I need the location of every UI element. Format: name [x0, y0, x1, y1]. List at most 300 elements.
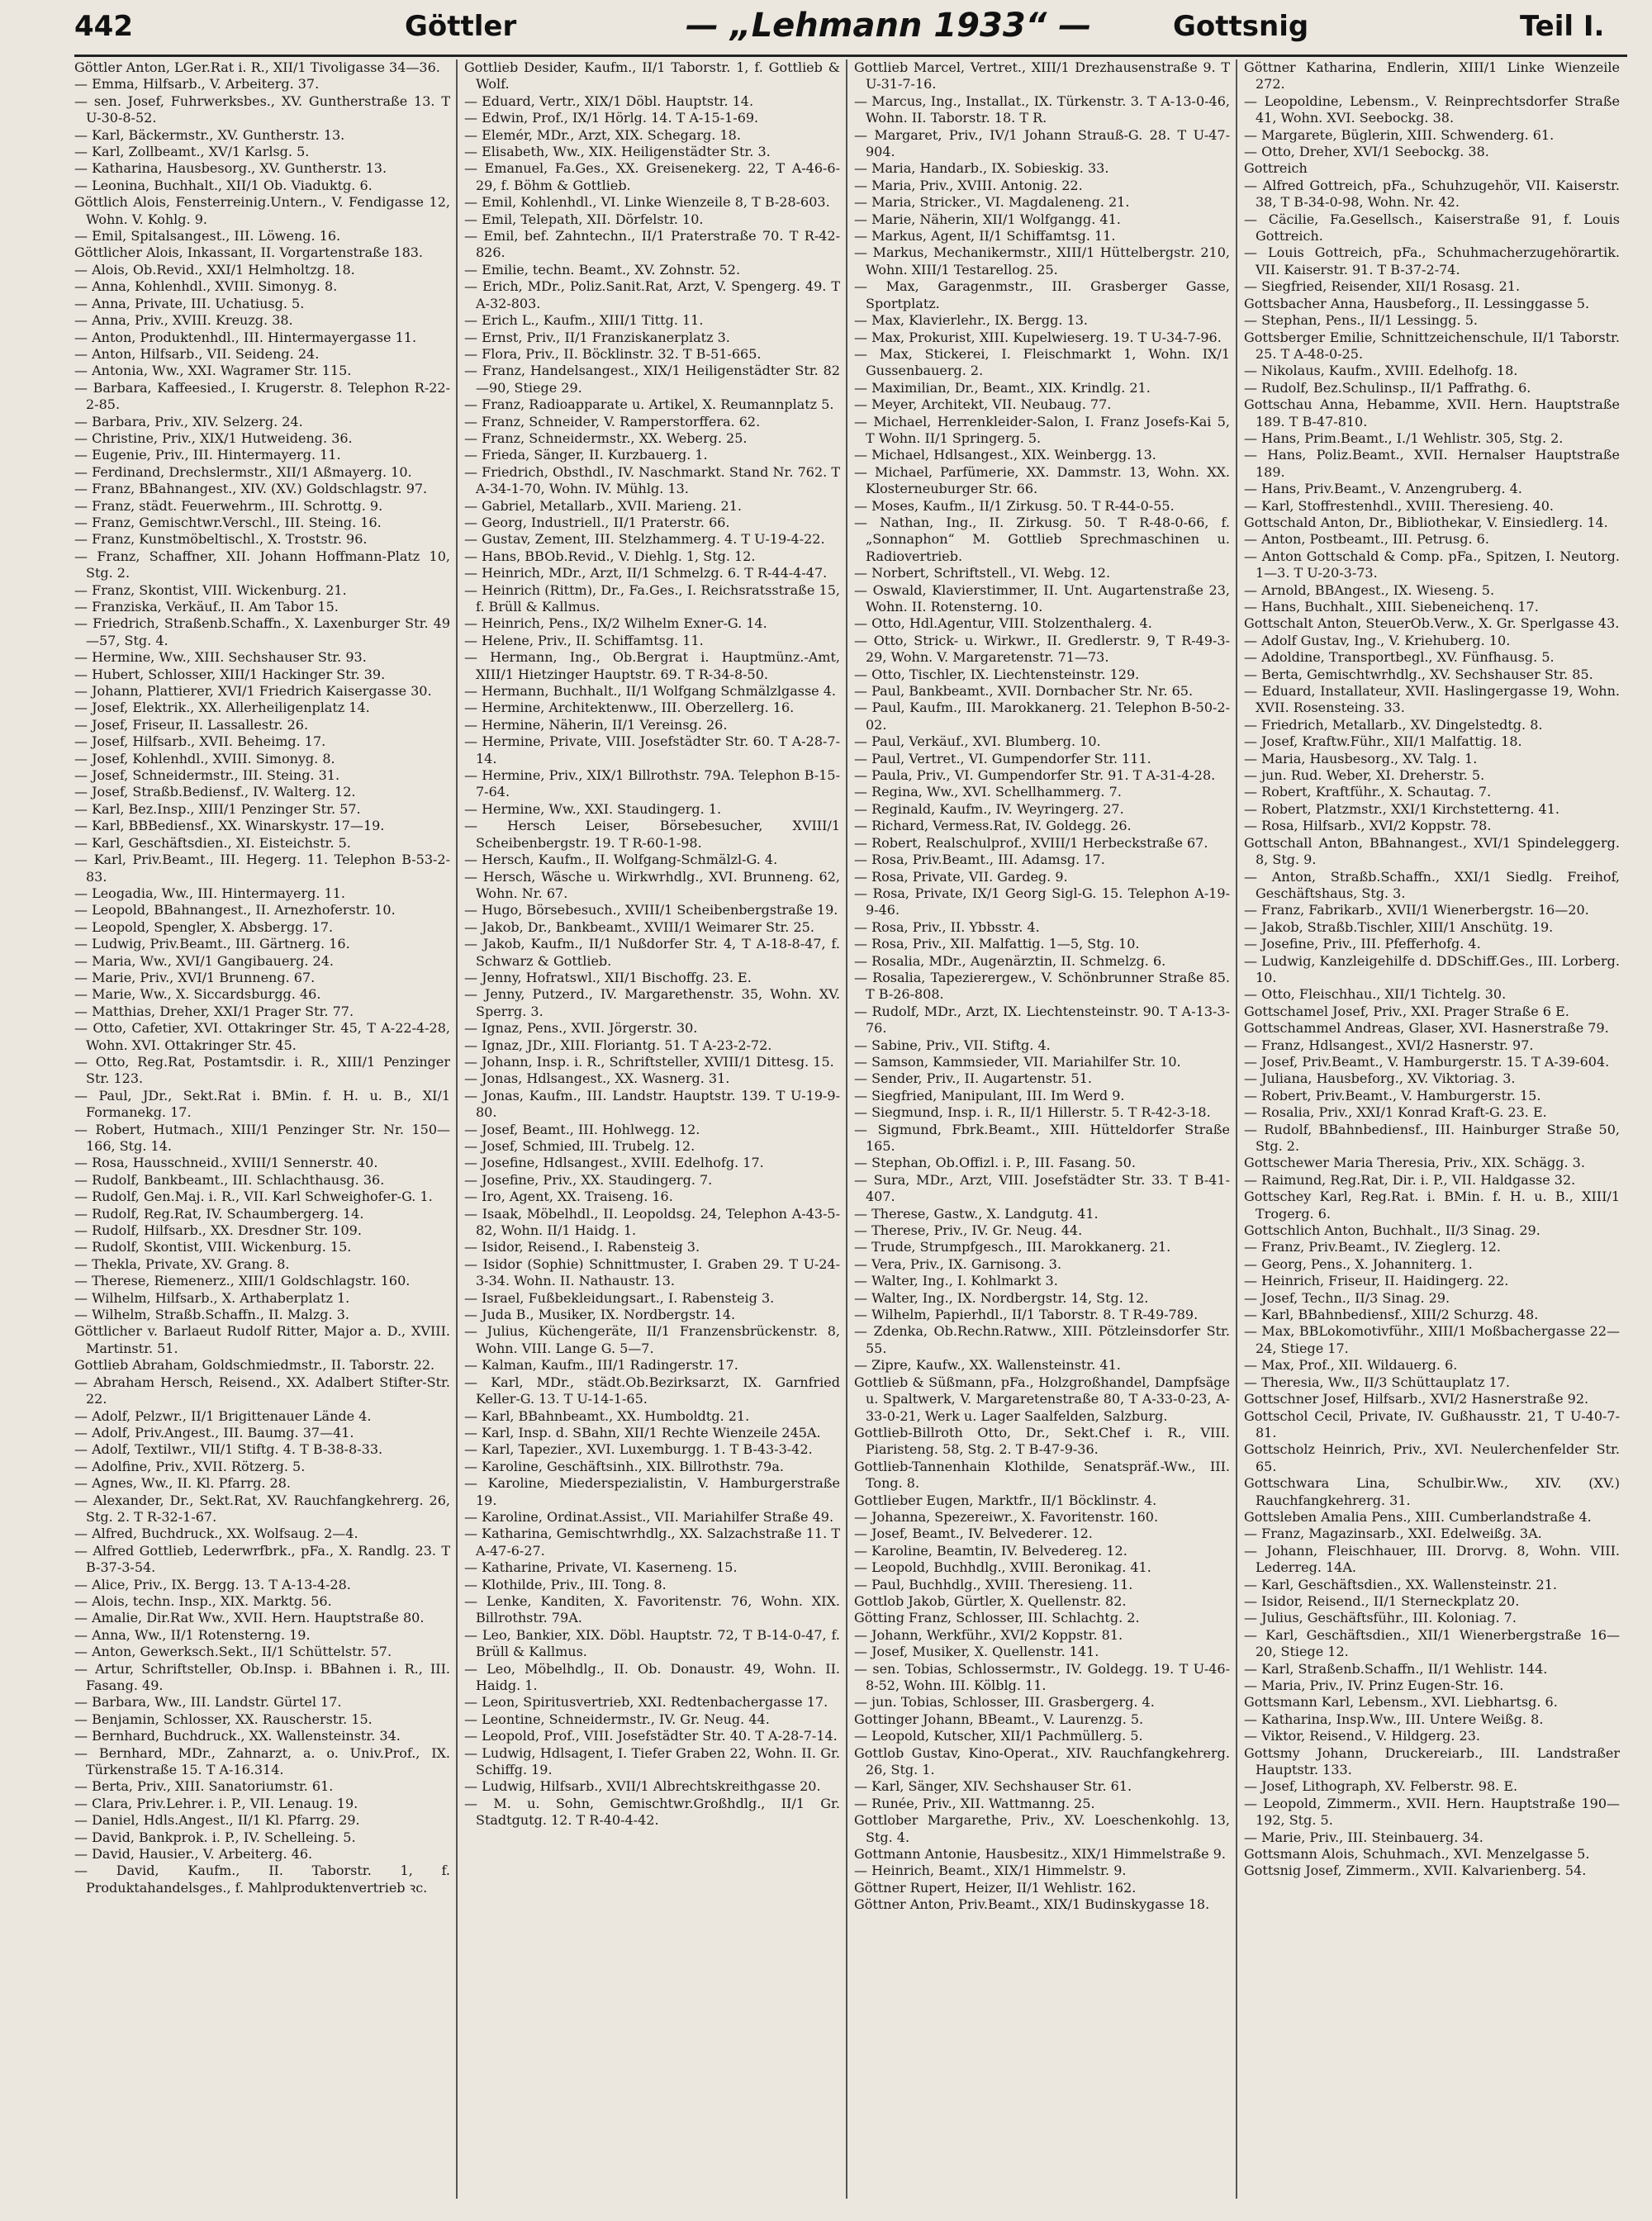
directory-entry: — Maria, Priv., XVIII. Antonig. 22. [854, 177, 1083, 193]
directory-entry: — Max, Stickerei, I. Fleischmarkt 1, Wohn. IX/1 Gussenbauerg. 2. [854, 345, 1230, 379]
directory-entry: — Max, Prof., XII. Wildauerg. 6. [1244, 1357, 1458, 1374]
directory-entry: — jun. Tobias, Schlosser, III. Grasbergerg. 4. [854, 1694, 1155, 1711]
directory-entry: — Franz, Priv.Beamt., IV. Zieglerg. 12. [1244, 1239, 1501, 1255]
directory-entry: — Heinrich (Rittm), Dr., Fa.Ges., I. Reichsratsstraße 15, f. Brüll & Kallmus. [464, 581, 840, 615]
directory-entry: — Agnes, Ww., II. Kl. Pfarrg. 28. [74, 1475, 291, 1492]
directory-entry: — Robert, Kraftführ., X. Schautag. 7. [1244, 784, 1492, 800]
directory-entry: Gottschol Cecil, Private, IV. Gußhausstr. 21, T U-40-7-81. [1244, 1407, 1620, 1440]
directory-entry: — Karl, Straßenb.Schaffn., II/1 Wehlistr. 144. [1244, 1660, 1548, 1677]
directory-entry: — Karl, Bez.Insp., XIII/1 Penzinger Str. 57. [74, 800, 361, 817]
directory-entry: — Gustav, Zement, III. Stelzhammerg. 4. T U-19-4-22. [464, 531, 825, 548]
directory-entry: — Margaret, Priv., IV/1 Johann Strauß-G. 28. T U-47-904. [854, 126, 1230, 160]
directory-entry: Gottschlich Anton, Buchhalt., II/3 Sinag. 29. [1244, 1222, 1540, 1239]
directory-entry: — Alexander, Dr., Sekt.Rat, XV. Rauchfangkehrerg. 26, Stg. 2. T R-32-1-67. [74, 1492, 450, 1525]
left-running-head: Göttler [405, 10, 517, 43]
directory-entry: — Josef, Kraftw.Führ., XII/1 Malfattig. 18. [1244, 733, 1522, 750]
directory-entry: — Theresia, Ww., II/3 Schüttauplatz 17. [1244, 1374, 1511, 1390]
directory-entry: — Leogadia, Ww., III. Hintermayerg. 11. [74, 885, 345, 901]
directory-entry: — Therese, Priv., IV. Gr. Neug. 44. [854, 1222, 1083, 1239]
directory-entry: — Hugo, Börsebesuch., XVIII/1 Scheibenbergstraße 19. [464, 902, 838, 918]
directory-entry: — Leopoldine, Lebensm., V. Reinprechtsdorfer Straße 41, Wohn. XVI. Seebockg. 38. [1244, 93, 1620, 126]
directory-entry: — Sura, MDr., Arzt, VIII. Josefstädter Str. 33. T B-41-407. [854, 1171, 1230, 1205]
directory-entry: — Anton, Gewerksch.Sekt., II/1 Schüttelstr. 57. [74, 1644, 392, 1660]
directory-entry: — Karl, Zollbeamt., XV/1 Karlsg. 5. [74, 144, 310, 160]
directory-entry: — Daniel, Hdls.Angest., II/1 Kl. Pfarrg. 29. [74, 1812, 360, 1829]
directory-entry: — Rudolf, BBahnbediensf., III. Hainburger Straße 50, Stg. 2. [1244, 1121, 1620, 1154]
directory-entry: — Josef, Schmied, III. Trubelg. 12. [464, 1138, 695, 1154]
directory-entry: — Otto, Reg.Rat, Postamtsdir. i. R., XIII/1 Penzinger Str. 123. [74, 1053, 450, 1087]
directory-entry: — Arnold, BBAngest., IX. Wieseng. 5. [1244, 581, 1495, 598]
directory-entry: — sen. Tobias, Schlossermstr., IV. Goldegg. 19. T U-46-8-52, Wohn. III. Kölblg. 11. [854, 1660, 1230, 1693]
directory-entry: — Sigmund, Fbrk.Beamt., XIII. Hütteldorfer Straße 165. [854, 1121, 1230, 1154]
directory-entry: — Rosalia, Tapezierergew., V. Schönbrunner Straße 85. T B-26-808. [854, 969, 1230, 1003]
directory-entry: — Franz, Gemischtwr.Verschl., III. Steing. 16. [74, 514, 382, 530]
directory-entry: Gottschau Anna, Hebamme, XVII. Hern. Hauptstraße 189. T B-47-810. [1244, 396, 1620, 429]
directory-entry: — David, Bankprok. i. P., IV. Schelleing. 5. [74, 1829, 356, 1845]
directory-entry: Gottschey Karl, Reg.Rat. i. BMin. f. H. u. B., XIII/1 Trogerg. 6. [1244, 1189, 1620, 1222]
directory-entry: — Wilhelm, Hilfsarb., X. Arthaberplatz 1. [74, 1289, 350, 1306]
directory-entry: Gottsnig Josef, Zimmerm., XVII. Kalvarienberg. 54. [1244, 1863, 1587, 1879]
directory-entry: — Karl, Tapezier., XVI. Luxemburgg. 1. T B-43-3-42. [464, 1441, 813, 1458]
directory-entry: — Hans, Priv.Beamt., V. Anzengruberg. 4. [1244, 481, 1522, 497]
directory-entry: — Stephan, Ob.Offizl. i. P., III. Fasang. 50. [854, 1155, 1136, 1171]
directory-entry: Gottschner Josef, Hilfsarb., XVI/2 Hasnerstraße 92. [1244, 1391, 1589, 1407]
directory-entry: — Hermann, Ing., Ob.Bergrat i. Hauptmünz.-Amt, XIII/1 Hietzinger Hauptstr. 69. T R-34-8-50. [464, 649, 840, 682]
directory-entry: — Maximilian, Dr., Beamt., XIX. Krindlg. 21. [854, 379, 1151, 396]
directory-entry: — Robert, Platzmstr., XXI/1 Kirchstetterng. 41. [1244, 800, 1559, 817]
directory-entry: Gottlieb-Billroth Otto, Dr., Sekt.Chef i. R., VIII. Piaristeng. 58, Stg. 2. T B-47-9-36. [854, 1424, 1230, 1458]
directory-entry: — Franz, BBahnangest., XIV. (XV.) Goldschlagstr. 97. [74, 481, 428, 497]
directory-entry: — Hermine, Ww., XXI. Staudingerg. 1. [464, 800, 722, 817]
directory-entry: — Julius, Küchengeräte, II/1 Franzensbrückenstr. 8, Wohn. VIII. Lange G. 5—7. [464, 1323, 840, 1356]
directory-entry: — Josefine, Priv., III. Pfefferhofg. 4. [1244, 936, 1481, 952]
directory-entry: — Otto, Dreher, XVI/1 Seebockg. 38. [1244, 144, 1489, 160]
directory-entry: — sen. Josef, Fuhrwerksbes., XV. Guntherstraße 13. T U-30-8-52. [74, 93, 450, 126]
directory-entry: — Ignaz, Pens., XVII. Jörgerstr. 30. [464, 1020, 698, 1037]
directory-entry: Gottscholz Heinrich, Priv., XVI. Neulerchenfelder Str. 65. [1244, 1441, 1620, 1474]
directory-entry: — Otto, Cafetier, XVI. Ottakringer Str. 45, T A-22-4-28, Wohn. XVI. Ottakringer Str. 45. [74, 1020, 450, 1053]
directory-entry: — Karl, Bäckermstr., XV. Guntherstr. 13. [74, 126, 345, 143]
directory-entry: — Adolf, Priv.Angest., III. Baumg. 37—41. [74, 1424, 354, 1440]
directory-entry: — Alfred, Buchdruck., XX. Wolfsaug. 2—4. [74, 1526, 358, 1542]
directory-entry: — Marie, Ww., X. Siccardsburgg. 46. [74, 986, 321, 1003]
directory-entry: Göttner Rupert, Heizer, II/1 Wehlistr. 162. [854, 1879, 1137, 1896]
directory-entry: — Franz, Schaffner, XII. Johann Hoffmann-Platz 10, Stg. 2. [74, 548, 450, 581]
directory-entry: — Rudolf, Hilfsarb., XX. Dresdner Str. 109. [74, 1222, 362, 1239]
directory-entry: — Leo, Bankier, XIX. Döbl. Hauptstr. 72, T B-14-0-47, f. Brüll & Kallmus. [464, 1626, 840, 1660]
directory-entry: — Amalie, Dir.Rat Ww., XVII. Hern. Hauptstraße 80. [74, 1610, 425, 1626]
directory-entry: — Alfred Gottlieb, Lederwrfbrk., pFa., X. Randlg. 23. T B-37-3-54. [74, 1542, 450, 1576]
directory-entry: — Elemér, MDr., Arzt, XIX. Schegarg. 18. [464, 126, 741, 143]
directory-entry: — Eduard, Vertr., XIX/1 Döbl. Hauptstr. 14. [464, 93, 754, 109]
directory-entry: — Hans, Prim.Beamt., I./1 Wehlistr. 305, Stg. 2. [1244, 429, 1564, 446]
directory-entry: — Jakob, Dr., Bankbeamt., XVIII/1 Weimarer Str. 25. [464, 918, 814, 935]
directory-entry: — Hermine, Näherin, II/1 Vereinsg. 26. [464, 716, 728, 733]
directory-entry: — Barbara, Priv., XIV. Selzerg. 24. [74, 413, 303, 429]
directory-entry: — Johanna, Spezereiwr., X. Favoritenstr. 160. [854, 1508, 1159, 1525]
directory-entry: — Hermine, Priv., XIX/1 Billrothstr. 79A. Telephon B-15-7-64. [464, 767, 840, 800]
directory-entry: — Rosa, Priv.Beamt., III. Adamsg. 17. [854, 852, 1105, 868]
directory-entry: — Adolf, Pelzwr., II/1 Brigittenauer Lände 4. [74, 1407, 372, 1424]
directory-entry: Gottinger Johann, BBeamt., V. Laurenzg. 5. [854, 1711, 1144, 1727]
column-divider [1236, 59, 1237, 2199]
directory-entry: — Alfred Gottreich, pFa., Schuhzugehör, VII. Kaiserstr. 38, T B-34-0-98, Wohn. Nr. 42. [1244, 177, 1620, 211]
page-number: 442 [74, 10, 133, 43]
directory-entry: — Margarete, Büglerin, XIII. Schwenderg. 61. [1244, 126, 1555, 143]
directory-entry: — Juda B., Musiker, IX. Nordbergstr. 14. [464, 1307, 736, 1323]
directory-entry: — Walter, Ing., I. Kohlmarkt 3. [854, 1273, 1058, 1289]
directory-entry: — Markus, Mechanikermstr., XIII/1 Hüttelbergstr. 210, Wohn. XIII/1 Testarellog. 25. [854, 244, 1230, 278]
directory-entry: — David, Kaufm., II. Taborstr. 1, f. Produktahandelsges., f. Mahlproduktenvertrieb ꝛc. [74, 1863, 450, 1896]
directory-entry: — Therese, Gastw., X. Landgutg. 41. [854, 1205, 1099, 1222]
directory-entry: — Heinrich, Pens., IX/2 Wilhelm Exner-G. 14. [464, 615, 767, 632]
directory-entry: — Hubert, Schlosser, XIII/1 Hackinger Str. 39. [74, 666, 386, 682]
directory-entry: — Erich L., Kaufm., XIII/1 Tittg. 11. [464, 312, 704, 329]
directory-entry: — Siegfried, Manipulant, III. Im Werd 9. [854, 1087, 1125, 1103]
directory-entry: — Josef, Straßb.Bediensf., IV. Walterg. 12. [74, 784, 356, 800]
directory-entry: — Franz, städt. Feuerwehrm., III. Schrottg. 9. [74, 497, 383, 514]
directory-entry: — Moses, Kaufm., II/1 Zirkusg. 50. T R-44-0-55. [854, 497, 1175, 514]
directory-entry: — Johann, Plattierer, XVI/1 Friedrich Kaisergasse 30. [74, 683, 432, 700]
directory-entry: — Ludwig, Hdlsagent, I. Tiefer Graben 22, Wohn. II. Gr. Schiffg. 19. [464, 1744, 840, 1778]
directory-entry: — Trude, Strumpfgesch., III. Marokkanerg. 21. [854, 1239, 1171, 1255]
directory-entry: — Hermine, Architektenww., III. Oberzellerg. 16. [464, 700, 795, 716]
directory-entry: — Elisabeth, Ww., XIX. Heiligenstädter Str. 3. [464, 144, 771, 160]
directory-entry: — Karl, Geschäftsdien., XI. Eisteichstr. 5. [74, 834, 351, 851]
directory-entry: — Stephan, Pens., II/1 Lessingg. 5. [1244, 312, 1478, 329]
directory-entry: — Johann, Werkführ., XVI/2 Koppstr. 81. [854, 1626, 1123, 1643]
directory-entry: Gottlob Jakob, Gürtler, X. Quellenstr. 82. [854, 1592, 1127, 1609]
directory-entry: — Friedrich, Straßenb.Schaffn., X. Laxenburger Str. 49—57, Stg. 4. [74, 615, 450, 648]
directory-entry: — Bernhard, MDr., Zahnarzt, a. o. Univ.Prof., IX. Türkenstraße 15. T A-16.314. [74, 1744, 450, 1778]
directory-entry: — Karl, Priv.Beamt., III. Hegerg. 11. Telephon B-53-2-83. [74, 852, 450, 885]
directory-entry: — Karl, Sänger, XIV. Sechshauser Str. 61. [854, 1778, 1132, 1795]
directory-entry: — Nikolaus, Kaufm., XVIII. Edelhofg. 18. [1244, 363, 1518, 379]
directory-entry: — Katharine, Private, VI. Kaserneng. 15. [464, 1559, 738, 1576]
directory-entry: — Otto, Fleischhau., XII/1 Tichtelg. 30. [1244, 986, 1507, 1003]
directory-entry: — Jakob, Kaufm., II/1 Nußdorfer Str. 4, T A-18-8-47, f. Schwarz & Gottlieb. [464, 936, 840, 969]
directory-entry: — Berta, Gemischtwrhdlg., XV. Sechshauser Str. 85. [1244, 666, 1593, 682]
directory-entry: — Rosa, Priv., II. Ybbsstr. 4. [854, 918, 1040, 935]
directory-entry: — Emma, Hilfsarb., V. Arbeiterg. 37. [74, 76, 320, 93]
directory-entry: — Zdenka, Ob.Rechn.Ratww., XIII. Pötzleinsdorfer Str. 55. [854, 1323, 1230, 1356]
directory-entry: — Franziska, Verkäuf., II. Am Tabor 15. [74, 599, 339, 615]
directory-entry: — Hans, Poliz.Beamt., XVII. Hernalser Hauptstraße 189. [1244, 447, 1620, 480]
directory-entry: — Eduard, Installateur, XVII. Haslingergasse 19, Wohn. XVII. Rosensteing. 33. [1244, 683, 1620, 716]
directory-entry: Gottreich [1244, 160, 1308, 177]
directory-entry: — Paul, Kaufm., III. Marokkanerg. 21. Telephon B-50-2-02. [854, 700, 1230, 733]
directory-entry: — Rosa, Hausschneid., XVIII/1 Sennerstr. 40. [74, 1155, 378, 1171]
directory-entry: — Erich, MDr., Poliz.Sanit.Rat, Arzt, V. Spengerg. 49. T A-32-803. [464, 278, 840, 311]
directory-column-4 [1244, 59, 1620, 2207]
directory-entry: — Johann, Insp. i. R., Schriftsteller, XVIII/1 Dittesg. 15. [464, 1053, 834, 1070]
directory-entry: Gottsbacher Anna, Hausbeforg., II. Lessinggasse 5. [1244, 295, 1590, 311]
directory-entry: Gottlieb Abraham, Goldschmiedmstr., II. Taborstr. 22. [74, 1357, 435, 1374]
page-header [74, 5, 1627, 53]
directory-entry: — Julius, Geschäftsführ., III. Koloniag. 7. [1244, 1610, 1517, 1626]
directory-entry: Gottlieb Desider, Kaufm., II/1 Taborstr. 1, f. Gottlieb & Wolf. [464, 59, 840, 93]
directory-entry: Gottschewer Maria Theresia, Priv., XIX. Schägg. 3. [1244, 1155, 1585, 1171]
directory-entry: — Alois, techn. Insp., XIX. Marktg. 56. [74, 1592, 332, 1609]
directory-entry: — Antonia, Ww., XXI. Wagramer Str. 115. [74, 363, 352, 379]
directory-entry: — Raimund, Reg.Rat, Dir. i. P., VII. Haldgasse 32. [1244, 1171, 1576, 1188]
directory-entry: — Franz, Hdlsangest., XVI/2 Hasnerstr. 97. [1244, 1037, 1534, 1053]
directory-entry: — M. u. Sohn, Gemischtwr.Großhdlg., II/1 Gr. Stadtgutg. 12. T R-40-4-42. [464, 1795, 840, 1829]
directory-entry: — Karoline, Geschäftsinh., XIX. Billrothstr. 79a. [464, 1458, 784, 1474]
directory-entry: — Jonas, Hdlsangest., XX. Wasnerg. 31. [464, 1070, 730, 1087]
directory-entry: — Rudolf, Bankbeamt., III. Schlachthausg. 36. [74, 1171, 385, 1188]
directory-entry: — Heinrich, Friseur, II. Haidingerg. 22. [1244, 1273, 1509, 1289]
directory-entry: — David, Hausier., V. Arbeiterg. 46. [74, 1846, 313, 1863]
directory-entry: — Rosa, Hilfsarb., XVI/2 Koppstr. 78. [1244, 818, 1492, 834]
directory-entry: — Josef, Techn., II/3 Sinag. 29. [1244, 1289, 1450, 1306]
directory-column-1 [74, 59, 450, 2207]
directory-entry: — Clara, Priv.Lehrer. i. P., VII. Lenaug. 19. [74, 1795, 358, 1811]
directory-entry: — Hermine, Ww., XIII. Sechshauser Str. 93. [74, 649, 367, 666]
directory-entry: — Meyer, Architekt, VII. Neubaug. 77. [854, 396, 1112, 413]
directory-entry: — Emil, bef. Zahntechn., II/1 Praterstraße 70. T R-42-826. [464, 228, 840, 261]
directory-entry: — Leopold, BBahnangest., II. Arnezhoferstr. 10. [74, 902, 396, 918]
directory-entry: — Josef, Elektrik., XX. Allerheiligenplatz 14. [74, 700, 370, 716]
directory-entry: — Emil, Telepath, XII. Dörfelstr. 10. [464, 211, 704, 227]
directory-entry: — Reginald, Kaufm., IV. Weyringerg. 27. [854, 800, 1124, 817]
directory-entry: — Juliana, Hausbeforg., XV. Viktoriag. 3. [1244, 1070, 1516, 1087]
directory-entry: — Josefine, Hdlsangest., XVIII. Edelhofg. 17. [464, 1155, 764, 1171]
directory-entry: — Israel, Fußbekleidungsart., I. Rabensteig 3. [464, 1289, 775, 1306]
directory-entry: — Markus, Agent, II/1 Schiffamtsg. 11. [854, 228, 1116, 244]
directory-entry: — Maria, Priv., IV. Prinz Eugen-Str. 16. [1244, 1678, 1504, 1693]
directory-entry: — jun. Rud. Weber, XI. Dreherstr. 5. [1244, 767, 1485, 784]
publication-title: — „Lehmann 1933“ — [686, 7, 1092, 45]
directory-entry: — Franz, Schneidermstr., XX. Weberg. 25. [464, 429, 748, 446]
directory-entry: — Paula, Priv., VI. Gumpendorfer Str. 91. T A-31-4-28. [854, 767, 1216, 784]
directory-entry: — Adolf, Textilwr., VII/1 Stiftg. 4. T B-38-8-33. [74, 1441, 383, 1458]
directory-entry: — Anton, Postbeamt., III. Petrusg. 6. [1244, 531, 1489, 548]
directory-entry: — Michael, Hdlsangest., XIX. Weinbergg. 13. [854, 447, 1156, 463]
directory-entry: — Karl, MDr., städt.Ob.Bezirksarzt, IX. Garnfried Keller-G. 13. T U-14-1-65. [464, 1374, 840, 1407]
directory-entry: — Franz, Skontist, VIII. Wickenburg. 21. [74, 581, 347, 598]
directory-entry: — Emil, Kohlenhdl., VI. Linke Wienzeile 8, T B-28-603. [464, 194, 830, 211]
directory-entry: — Jenny, Hofratswl., XII/1 Bischoffg. 23. E. [464, 969, 752, 985]
directory-entry: — Max, Garagenmstr., III. Grasberger Gasse, Sportplatz. [854, 278, 1230, 311]
directory-entry: — Otto, Tischler, IX. Liechtensteinstr. 129. [854, 666, 1140, 682]
right-running-head: Gottsnig [1173, 10, 1309, 43]
directory-entry: — Ludwig, Hilfsarb., XVII/1 Albrechtskreithgasse 20. [464, 1778, 821, 1795]
directory-entry: — Viktor, Reisend., V. Hildgerg. 23. [1244, 1728, 1480, 1744]
directory-entry: — Vera, Priv., IX. Garnisong. 3. [854, 1255, 1062, 1272]
directory-entry: — Kalman, Kaufm., III/1 Radingerstr. 17. [464, 1357, 738, 1374]
directory-entry: — Emilie, techn. Beamt., XV. Zohnstr. 52. [464, 261, 741, 278]
directory-entry: Gottlob Gustav, Kino-Operat., XIV. Rauchfangkehrerg. 26, Stg. 1. [854, 1744, 1230, 1778]
column-divider [456, 59, 458, 2199]
directory-entry: — Josef, Hilfsarb., XVII. Beheimg. 17. [74, 733, 326, 750]
directory-entry: — Hersch, Wäsche u. Wirkwrhdlg., XVI. Brunneng. 62, Wohn. Nr. 67. [464, 868, 840, 901]
directory-entry: — Rosa, Priv., XII. Malfattig. 1—5, Stg. 10. [854, 936, 1140, 952]
directory-entry: — Hans, BBOb.Revid., V. Diehlg. 1, Stg. 12. [464, 548, 756, 564]
directory-entry: Gottsmann Karl, Lebensm., XVI. Liebhartsg. 6. [1244, 1694, 1558, 1711]
directory-entry: — Heinrich, Beamt., XIX/1 Himmelstr. 9. [854, 1863, 1127, 1879]
directory-entry: — Helene, Priv., II. Schiffamtsg. 11. [464, 632, 704, 648]
directory-entry: — Bernhard, Buchdruck., XX. Wallensteinstr. 34. [74, 1728, 401, 1744]
directory-entry: — Leon, Spiritusvertrieb, XXI. Redtenbachergasse 17. [464, 1694, 828, 1711]
directory-entry: — Zipre, Kaufw., XX. Wallensteinstr. 41. [854, 1357, 1121, 1374]
directory-entry: — Rosa, Private, VII. Gardeg. 9. [854, 868, 1068, 885]
directory-entry: Gottsberger Emilie, Schnittzeichenschule, II/1 Taborstr. 25. T A-48-0-25. [1244, 329, 1620, 362]
directory-entry: — Franz, Kunstmöbeltischl., X. Troststr. 96. [74, 531, 368, 548]
directory-entry: — Franz, Fabrikarb., XVII/1 Wienerbergstr. 16—20. [1244, 902, 1589, 918]
directory-entry: — Richard, Vermess.Rat, IV. Goldegg. 26. [854, 818, 1132, 834]
directory-entry: — Anton, Hilfsarb., VII. Seideng. 24. [74, 345, 320, 362]
directory-entry: Gottschall Anton, BBahnangest., XVI/1 Spindeleggerg. 8, Stg. 9. [1244, 834, 1620, 868]
directory-entry: Gottsmy Johann, Druckereiarb., III. Landstraßer Hauptstr. 133. [1244, 1744, 1620, 1778]
directory-entry: Göttlicher v. Barlaeut Rudolf Ritter, Major a. D., XVIII. Martinstr. 51. [74, 1323, 450, 1356]
directory-column-3 [854, 59, 1230, 2207]
directory-entry: — Otto, Hdl.Agentur, VIII. Stolzenthalerg. 4. [854, 615, 1152, 632]
directory-entry: — Hans, Buchhalt., XIII. Siebeneichenq. 17. [1244, 599, 1539, 615]
directory-entry: — Berta, Priv., XIII. Sanatoriumstr. 61. [74, 1778, 334, 1795]
directory-entry: — Gabriel, Metallarb., XVII. Marieng. 21. [464, 497, 742, 514]
directory-entry: — Hermine, Private, VIII. Josefstädter Str. 60. T A-28-7-14. [464, 733, 840, 766]
directory-entry: — Rosalia, MDr., Augenärztin, II. Schmelzg. 6. [854, 952, 1166, 969]
directory-entry: — Franz, Magazinsarb., XXI. Edelweißg. 3A. [1244, 1526, 1542, 1542]
directory-entry: — Anna, Kohlenhdl., XVIII. Simonyg. 8. [74, 278, 338, 295]
directory-entry: — Samson, Kammsieder, VII. Mariahilfer Str. 10. [854, 1053, 1181, 1070]
directory-entry: — Rosa, Private, IX/1 Georg Sigl-G. 15. Telephon A-19-9-46. [854, 885, 1230, 918]
directory-entry: Gottschamel Josef, Priv., XXI. Prager Straße 6 E. [1244, 1003, 1569, 1019]
directory-entry: — Friedrich, Obsthdl., IV. Naschmarkt. Stand Nr. 762. T A-34-1-70, Wohn. IV. Mühlg. 13. [464, 463, 840, 497]
directory-entry: — Leopold, Zimmerm., XVII. Hern. Hauptstraße 190—192, Stg. 5. [1244, 1795, 1620, 1829]
directory-entry: — Ludwig, Priv.Beamt., III. Gärtnerg. 16. [74, 936, 350, 952]
directory-entry: — Alois, Ob.Revid., XXI/1 Helmholtzg. 18. [74, 261, 355, 278]
directory-entry: — Jenny, Putzerd., IV. Margarethenstr. 35, Wohn. XV. Sperrg. 3. [464, 986, 840, 1019]
directory-entry: — Max, Klavierlehr., IX. Bergg. 13. [854, 312, 1088, 329]
directory-entry: — Jakob, Straßb.Tischler, XIII/1 Anschütg. 19. [1244, 918, 1554, 935]
directory-entry: — Karl, Geschäftsdien., XII/1 Wienerbergstraße 16—20, Stiege 12. [1244, 1626, 1620, 1660]
directory-entry: Gottsleben Amalia Pens., XIII. Cumberlandstraße 4. [1244, 1508, 1592, 1525]
directory-entry: — Regina, Ww., XVI. Schellhammerg. 7. [854, 784, 1122, 800]
directory-entry: — Franz, Radioapparate u. Artikel, X. Reumannplatz 5. [464, 396, 834, 413]
directory-column-2 [464, 59, 840, 2207]
directory-entry: — Rudolf, MDr., Arzt, IX. Liechtensteinstr. 90. T A-13-3-76. [854, 1003, 1230, 1037]
directory-entry: — Karl, BBahnbediensf., XIII/2 Schurzg. 48. [1244, 1307, 1539, 1323]
directory-entry: Gottlieb Marcel, Vertret., XIII/1 Drezhausenstraße 9. T U-31-7-16. [854, 59, 1230, 93]
directory-entry: — Robert, Hutmach., XIII/1 Penzinger Str. Nr. 150—166, Stg. 14. [74, 1121, 450, 1154]
directory-entry: — Maria, Ww., XVI/1 Gangibauerg. 24. [74, 952, 334, 969]
directory-entry: — Paul, Bankbeamt., XVII. Dornbacher Str. Nr. 65. [854, 683, 1194, 700]
directory-entry: — Hermann, Buchhalt., II/1 Wolfgang Schmälzlgasse 4. [464, 683, 836, 700]
directory-entry: — Marcus, Ing., Installat., IX. Türkenstr. 3. T A-13-0-46, Wohn. II. Taborstr. 18. T R. [854, 93, 1230, 126]
column-divider [846, 59, 847, 2199]
directory-entry: — Leopold, Kutscher, XII/1 Pachmüllerg. 5. [854, 1728, 1143, 1744]
directory-entry: Gottsmann Alois, Schuhmach., XVI. Menzelgasse 5. [1244, 1846, 1590, 1863]
directory-entry: Gottschald Anton, Dr., Bibliothekar, V. Einsiedlerg. 14. [1244, 514, 1608, 530]
directory-entry: — Marie, Priv., XVI/1 Brunneng. 67. [74, 969, 316, 985]
directory-entry: — Rudolf, Skontist, VIII. Wickenburg. 15. [74, 1239, 352, 1255]
directory-entry: — Max, BBLokomotivführ., XIII/1 Moßbachergasse 22—24, Stiege 17. [1244, 1323, 1620, 1356]
directory-entry: — Katharina, Hausbesorg., XV. Guntherstr. 13. [74, 160, 387, 177]
directory-entry: — Karl, BBBediensf., XX. Winarskystr. 17—19. [74, 818, 385, 834]
directory-entry: — Adolf Gustav, Ing., V. Kriehuberg. 10. [1244, 632, 1511, 648]
directory-entry: — Anna, Private, III. Uchatiusg. 5. [74, 295, 305, 311]
directory-entry: — Josef, Priv.Beamt., V. Hamburgerstr. 15. T A-39-604. [1244, 1053, 1610, 1070]
directory-entry: — Runée, Priv., XII. Wattmanng. 25. [854, 1795, 1095, 1811]
directory-entry: — Barbara, Kaffeesied., I. Krugerstr. 8. Telephon R-22-2-85. [74, 379, 450, 413]
directory-entry: — Josef, Beamt., IV. Belvederег. 12. [854, 1526, 1093, 1542]
directory-entry: — Anna, Priv., XVIII. Kreuzg. 38. [74, 312, 293, 329]
directory-entry: — Hersch, Kaufm., II. Wolfgang-Schmälzl-G. 4. [464, 852, 778, 868]
directory-entry: — Siegmund, Insp. i. R., II/1 Hillerstr. 5. T R-42-3-18. [854, 1104, 1211, 1121]
directory-entry: — Artur, Schriftsteller, Ob.Insp. i. BBahnen i. R., III. Fasang. 49. [74, 1660, 450, 1693]
directory-entry: — Josef, Friseur, II. Lassallestr. 26. [74, 716, 309, 733]
directory-entry: — Josefine, Priv., XX. Staudingerg. 7. [464, 1171, 713, 1188]
directory-entry: — Maria, Stricker., VI. Magdaleneng. 21. [854, 194, 1130, 211]
directory-entry: — Otto, Strick- u. Wirkwr., II. Gredlerstr. 9, T R-49-3-29, Wohn. V. Margaretenstr. 71—73. [854, 632, 1230, 666]
directory-entry: — Rudolf, Reg.Rat, IV. Schaumbergerg. 14. [74, 1205, 364, 1222]
directory-entry: — Maria, Handarb., IX. Sobieskig. 33. [854, 160, 1109, 177]
directory-entry: — Anton Gottschald & Comp. pFa., Spitzen, I. Neutorg. 1—3. T U-20-3-73. [1244, 548, 1620, 581]
directory-entry: — Josef, Lithograph, XV. Felberstr. 98. E. [1244, 1778, 1518, 1795]
directory-entry: — Michael, Parfümerie, XX. Dammstr. 13, Wohn. XX. Klosterneuburger Str. 66. [854, 463, 1230, 497]
directory-entry: — Johann, Fleischhauer, III. Drorvg. 8, Wohn. VIII. Lederreg. 14A. [1244, 1542, 1620, 1576]
directory-entry: — Benjamin, Schlosser, XX. Rauscherstr. 15. [74, 1711, 373, 1727]
directory-entry: — Jonas, Kaufm., III. Landstr. Hauptstr. 139. T U-19-9-80. [464, 1087, 840, 1121]
directory-entry: — Karoline, Ordinat.Assist., VII. Mariahilfer Straße 49. [464, 1508, 834, 1525]
directory-entry: — Iro, Agent, XX. Traiseng. 16. [464, 1189, 673, 1205]
directory-entry: — Rudolf, Gen.Maj. i. R., VII. Karl Schweighofer-G. 1. [74, 1189, 433, 1205]
directory-entry: — Katharina, Insp.Ww., III. Untere Weißg. 8. [1244, 1711, 1544, 1727]
directory-entry: — Emil, Spitalsangest., III. Löweng. 16. [74, 228, 341, 244]
directory-entry: Götting Franz, Schlosser, III. Schlachtg. 2. [854, 1610, 1140, 1626]
header-rule [74, 55, 1627, 57]
part-label: Teil I. [1520, 10, 1605, 43]
directory-entry: — Robert, Realschulprof., XVIII/1 Herbeckstraße 67. [854, 834, 1208, 851]
directory-entry: — Robert, Priv.Beamt., V. Hamburgerstr. 15. [1244, 1087, 1541, 1103]
directory-entry: — Isidor, Reisend., I. Rabensteig 3. [464, 1239, 700, 1255]
directory-entry: — Karl, Insp. d. SBahn, XII/1 Rechte Wienzeile 245A. [464, 1424, 821, 1440]
directory-entry: — Paul, Verkäuf., XVI. Blumberg. 10. [854, 733, 1101, 750]
directory-entry: — Ignaz, JDr., XIII. Floriantg. 51. T A-23-2-72. [464, 1037, 772, 1053]
directory-entry: — Therese, Riemenerz., XIII/1 Goldschlagstr. 160. [74, 1273, 411, 1289]
directory-entry: — Emanuel, Fa.Ges., XX. Greisenekerg. 22, T A-46-6-29, f. Böhm & Gottlieb. [464, 160, 840, 193]
directory-entry: — Wilhelm, Papierhdl., II/1 Taborstr. 8. T R-49-789. [854, 1307, 1199, 1323]
directory-entry: — Josef, Schneidermstr., III. Steing. 31. [74, 767, 340, 784]
directory-entry: — Abraham Hersch, Reisend., XX. Adalbert Stifter-Str. 22. [74, 1374, 450, 1407]
directory-entry: Gottlober Margarethe, Priv., XV. Loeschenkohlg. 13, Stg. 4. [854, 1812, 1230, 1845]
directory-entry: — Leo, Möbelhdlg., II. Ob. Donaustr. 49, Wohn. II. Haidg. 1. [464, 1660, 840, 1693]
directory-entry: — Hersch Leiser, Börsebesucher, XVIII/1 Scheibenbergstr. 19. T R-60-1-98. [464, 818, 840, 851]
directory-entry: — Paul, JDr., Sekt.Rat i. BMin. f. H. u. B., XI/1 Formanekg. 17. [74, 1087, 450, 1121]
directory-entry: — Leontine, Schneidermstr., IV. Gr. Neug. 44. [464, 1711, 770, 1727]
directory-entry: — Georg, Industriell., II/1 Praterstr. 66. [464, 514, 730, 530]
directory-entry: — Nathan, Ing., II. Zirkusg. 50. T R-48-0-66, f. „Sonnaphon“ M. Gottlieb Sprechmaschinen u. Radiovertrieb. [854, 514, 1230, 564]
directory-entry: — Franz, Handelsangest., XIX/1 Heiligenstädter Str. 82—90, Stiege 29. [464, 363, 840, 396]
directory-entry: — Karl, BBahnbeamt., XX. Humboldtg. 21. [464, 1407, 750, 1424]
directory-entry: — Leonina, Buchhalt., XII/1 Ob. Viaduktg. 6. [74, 177, 373, 193]
directory-entry: — Isidor, Reisend., II/1 Sterneckplatz 20. [1244, 1592, 1520, 1609]
directory-entry: — Karoline, Beamtin, IV. Belvedereg. 12. [854, 1542, 1127, 1559]
directory-entry: — Eugenie, Priv., III. Hintermayerg. 11. [74, 447, 341, 463]
directory-entry: — Klothilde, Priv., III. Tong. 8. [464, 1576, 667, 1592]
directory-entry: — Ferdinand, Drechslermstr., XII/1 Aßmayerg. 10. [74, 463, 412, 480]
directory-entry: — Christine, Priv., XIX/1 Hutweideng. 36. [74, 429, 353, 446]
directory-entry: — Leopold, Prof., VIII. Josefstädter Str. 40. T A-28-7-14. [464, 1728, 838, 1744]
directory-entry: — Josef, Musiker, X. Quellenstr. 141. [854, 1644, 1099, 1660]
directory-entry: — Georg, Pens., X. Johanniterg. 1. [1244, 1255, 1473, 1272]
directory-entry: — Cäcilie, Fa.Gesellsch., Kaiserstraße 91, f. Louis Gottreich. [1244, 211, 1620, 244]
directory-entry: — Oswald, Klavierstimmer, II. Unt. Augartenstraße 23, Wohn. II. Rotensterng. 10. [854, 581, 1230, 615]
directory-entry: — Siegfried, Reisender, XII/1 Rosasg. 21. [1244, 278, 1521, 295]
directory-entry: Gottmann Antonie, Hausbesitz., XIX/1 Himmelstraße 9. [854, 1846, 1226, 1863]
